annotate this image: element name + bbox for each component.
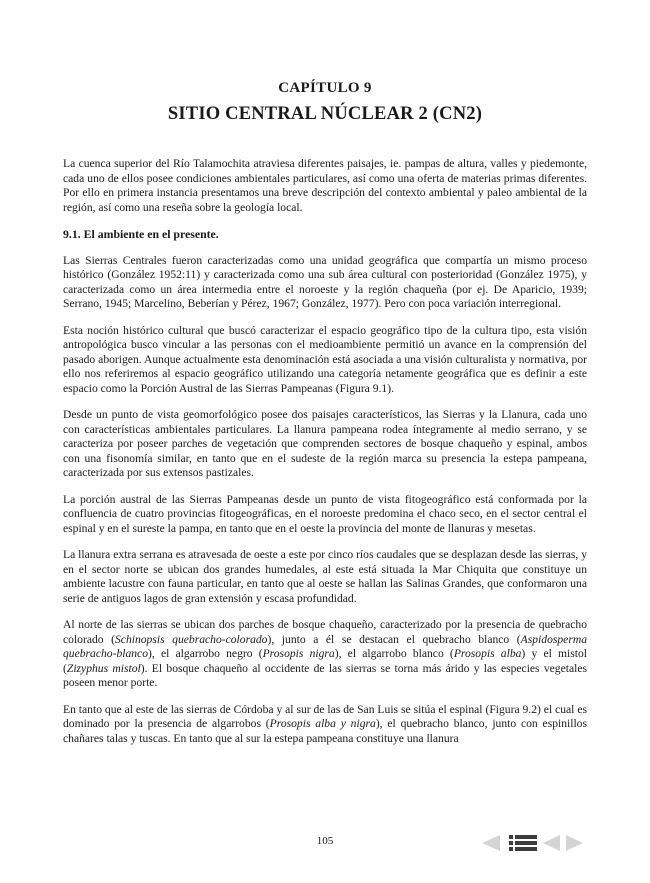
paragraph-fitogeografia: La porción austral de las Sierras Pampeanas desde un punto de vista fitogeográfico está conformada por la confluencia de cuatro provincias fitogeográficas, en el noroeste predomina el chaco seco, en el sector central el espinal y en el sureste la pampa, en tanto que en el oeste la provincia del monte de llanuras y mesetas. bbox=[63, 492, 587, 535]
intro-paragraph: La cuenca superior del Río Talamochita atraviesa diferentes paisajes, ie. pampas de altura, valles y piedemonte, cada uno de ellos posee condiciones ambientales particulares, así como una oferta de materias primas diferentes. Por ello en primera instancia presentamos una breve descripción del contexto ambiental y paleo ambiental de la región, así como una reseña sobre la geología local. bbox=[63, 157, 587, 214]
paragraph-sierras-centrales: Las Sierras Centrales fueron caracterizadas como una unidad geográfica que compartía un mismo proceso histórico (González 1952:11) y caracterizada como una sub área cultural con posterioridad (González 1975), y caracterizada como un área intermedia entre el noroeste y la región chaqueña (por ej. De Aparicio, 1939; Serrano, 1945; Marcelino, Beberían y Pérez, 1967; González, 1977). Pero con poca variación interregional. bbox=[63, 253, 587, 310]
text-run: Al norte de las sierras se ubican dos parches de bosque chaqueño, caracterizado por la presencia de quebracho colorado ( bbox=[63, 618, 587, 646]
species-name: Prosopis alba bbox=[453, 647, 522, 660]
paragraph-espinal bbox=[63, 703, 587, 747]
paragraph-llanura-extraserrana: La llanura extra serrana es atravesada de oeste a este por cinco ríos caudales que se desplazan desde las sierras, y en el sector norte se ubican dos grandes humedales, al este está situada la Mar Chiquita que constituye un ambiente lacustre con fauna particular, en tanto que al oeste se hallan las Salinas Grandes, que conformaron una serie de antiguos lagos de gran extensión y escasa profundidad. bbox=[63, 548, 587, 605]
page-number: 105 bbox=[316, 835, 334, 847]
text-run: ), el algarrobo blanco ( bbox=[334, 647, 454, 660]
species-name: Zizyphus mistol bbox=[66, 661, 141, 675]
paragraph-bosque-chaqueno bbox=[63, 618, 587, 691]
first-page-icon[interactable] bbox=[476, 833, 502, 853]
next-page-icon[interactable] bbox=[564, 833, 586, 853]
species-name: Schinopsis quebracho-colorado bbox=[115, 632, 268, 646]
body-text bbox=[63, 157, 587, 758]
page-navigation bbox=[476, 832, 586, 854]
paragraph-nocion-historica: Esta noción histórico cultural que buscó caracterizar el espacio geográfico tipo de la cultura tipo, esta visión antropológica busco vincular a las personas con el medioambiente permitió un avance en la comprensión del pasado aborigen. Aunque actualmente esta denominación está asociada a una visión culturalista y normativa, por ello nos referiremos al espacio geográfico utilizando una categoría netamente geográfica que es definir a este espacio como la Porción Austral de las Sierras Pampeanas (Figura 9.1). bbox=[63, 323, 587, 395]
text-run: ) y el mistol ( bbox=[63, 647, 588, 675]
species-name: Prosopis nigra bbox=[262, 647, 335, 660]
chapter-label: CAPÍTULO 9 bbox=[278, 80, 372, 96]
text-run: ). El bosque chaqueño al occidente de las sierras se torna más árido y las especies vegetales poseen menor porte. bbox=[63, 661, 587, 689]
species-name: Prosopis alba y nigra bbox=[269, 717, 376, 730]
text-run: ), junto a él se destacan el quebracho blanco ( bbox=[267, 632, 521, 646]
chapter-title: SITIO CENTRAL NÚCLEAR 2 (CN2) bbox=[167, 104, 483, 124]
menu-list-icon[interactable] bbox=[508, 833, 538, 853]
text-run: ), el algarrobo negro ( bbox=[148, 647, 263, 660]
section-heading: 9.1. El ambiente en el presente. bbox=[63, 227, 219, 241]
text-run: ), el quebracho blanco, junto con espinillos chañares talas y tuscas. En tanto que al sur la estepa pampeana constituye una llanura bbox=[63, 717, 587, 745]
text-run: En tanto que al este de las sierras de Córdoba y al sur de las de San Luis se sitúa el espinal (Figura 9.2) el cual es dominado por la presencia de algarrobos ( bbox=[63, 702, 587, 730]
paragraph-geomorfologia: Desde un punto de vista geomorfológico posee dos paisajes característicos, las Sierras y la Llanura, cada uno con características ambientales particulares. La llanura pampeana rodea íntegramente al medio serrano, y se caracteriza por poseer parches de vegetación que comprenden sectores de bosque chaqueño y espinal, ambos con una fisonomía similar, en tanto que en el sudeste de la región marca su presencia la estepa pampeana, caracterizada por sus extensos pastizales. bbox=[63, 408, 587, 479]
species-name: Aspidosperma quebracho-blanco bbox=[63, 632, 587, 660]
previous-page-icon[interactable] bbox=[540, 833, 562, 853]
